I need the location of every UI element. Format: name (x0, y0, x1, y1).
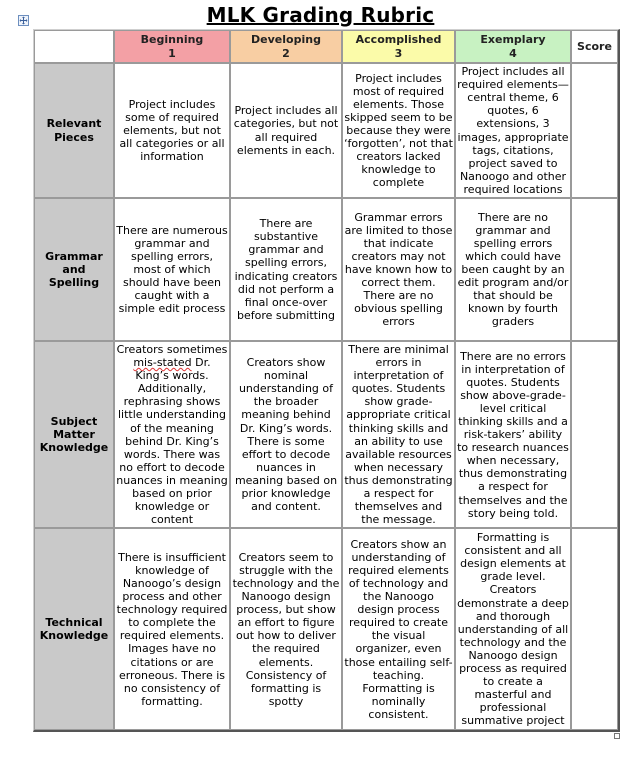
corner-cell (34, 30, 114, 63)
rubric-cell[interactable]: There are numerous grammar and spelling errors, most of which should have been caught with a simple edit process (114, 198, 230, 341)
criterion-grammar-spelling: Grammar and Spelling (34, 198, 114, 341)
level-header-accomplished (342, 30, 455, 63)
page-title: MLK Grading Rubric (206, 3, 435, 27)
rubric-cell[interactable]: There are substantive grammar and spelling errors, indicating creators did not perform a final once-over before submitting (230, 198, 342, 341)
score-cell[interactable] (571, 341, 618, 528)
resize-handle-icon[interactable] (614, 733, 620, 739)
level-number: 4 (509, 46, 517, 60)
cell-text: Creators sometimes (116, 343, 228, 356)
score-header: Score (571, 30, 618, 63)
rubric-cell[interactable]: Project includes all required elements—central theme, 6 quotes, 6 extensions, 3 images, appropriate tags, citations, project saved to Nanoogo and other required locations (455, 63, 571, 198)
table-row (34, 198, 618, 341)
criterion-subject-matter: Subject Matter Knowledge (34, 341, 114, 528)
level-name: Beginning (140, 33, 204, 47)
rubric-cell[interactable]: Formatting is consistent and all design elements at grade level. Creators demonstrate a deep and thorough understanding of all technology and the Nanoogo design process as required to create a masterful and professional summative project (455, 528, 571, 730)
rubric-cell[interactable]: There are minimal errors in interpretation of quotes. Students show grade-appropriate critical thinking skills and an ability to use available resources when necessary thus demonstrating a respect for themselves and the message. (342, 341, 455, 528)
header-row (34, 30, 618, 63)
rubric-cell[interactable]: Creators show nominal understanding of the broader meaning behind Dr. King’s words. There is some effort to decode nuances in meaning based on prior knowledge and content. (230, 341, 342, 528)
rubric-cell[interactable]: There is insufficient knowledge of Nanoogo’s design process and other technology required to complete the required elements. Images have no citations or are erroneous. There is no consistency of formatting. (114, 528, 230, 730)
level-name: Developing (251, 33, 321, 47)
table-row (34, 63, 618, 198)
cell-text: Dr. King’s words. Additionally, rephrasing shows little understanding of the meaning behind Dr. King’s words. There was no effort to decode nuances in meaning based on prior knowledge or content (116, 356, 228, 527)
level-name: Accomplished (355, 33, 442, 47)
level-number: 3 (394, 46, 403, 60)
level-number: 2 (282, 46, 290, 60)
criterion-technical-knowledge: Technical Knowledge (34, 528, 114, 730)
spelling-flag: mis-stated (133, 356, 192, 370)
score-cell[interactable] (571, 63, 618, 198)
criterion-relevant-pieces: Relevant Pieces (34, 63, 114, 198)
rubric-cell[interactable]: Grammar errors are limited to those that indicate creators may not have known how to correct them. There are no obvious spelling errors (342, 198, 455, 341)
level-header-exemplary (455, 30, 571, 63)
score-cell[interactable] (571, 198, 618, 341)
rubric-cell[interactable]: Project includes some of required elements, but not all categories or all information (114, 63, 230, 198)
rubric-cell[interactable]: Project includes most of required elements. Those skipped seem to be because they were ‘forgotten’, not that creators lacked knowledge to complete (342, 63, 455, 198)
table-row (34, 341, 618, 528)
score-cell[interactable] (571, 528, 618, 730)
rubric-cell[interactable]: Creators seem to struggle with the technology and the Nanoogo design process, but show an effort to figure out how to deliver the required elements. Consistency of formatting is spotty (230, 528, 342, 730)
level-number: 1 (168, 46, 176, 60)
level-header-beginning (114, 30, 230, 63)
rubric-cell[interactable]: Project includes all categories, but not all required elements in each. (230, 63, 342, 198)
rubric-cell[interactable]: Creators show an understanding of required elements of technology and the Nanoogo design process required to create the visual organizer, even those entailing self-teaching. Formatting is nominally consistent. (342, 528, 455, 730)
table-row (34, 528, 618, 730)
rubric-cell[interactable]: There are no errors in interpretation of quotes. Students show above-grade-level critical thinking skills and a risk-takers’ ability to research nuances when necessary, thus demonstrating a respect for themselves and the story being told. (455, 341, 571, 528)
rubric-cell[interactable]: There are no grammar and spelling errors which could have been caught by an edit program and/or that should be known by fourth graders (455, 198, 571, 341)
rubric-table (33, 29, 620, 732)
level-header-developing (230, 30, 342, 63)
level-name: Exemplary (480, 33, 546, 47)
rubric-cell[interactable] (114, 341, 230, 528)
